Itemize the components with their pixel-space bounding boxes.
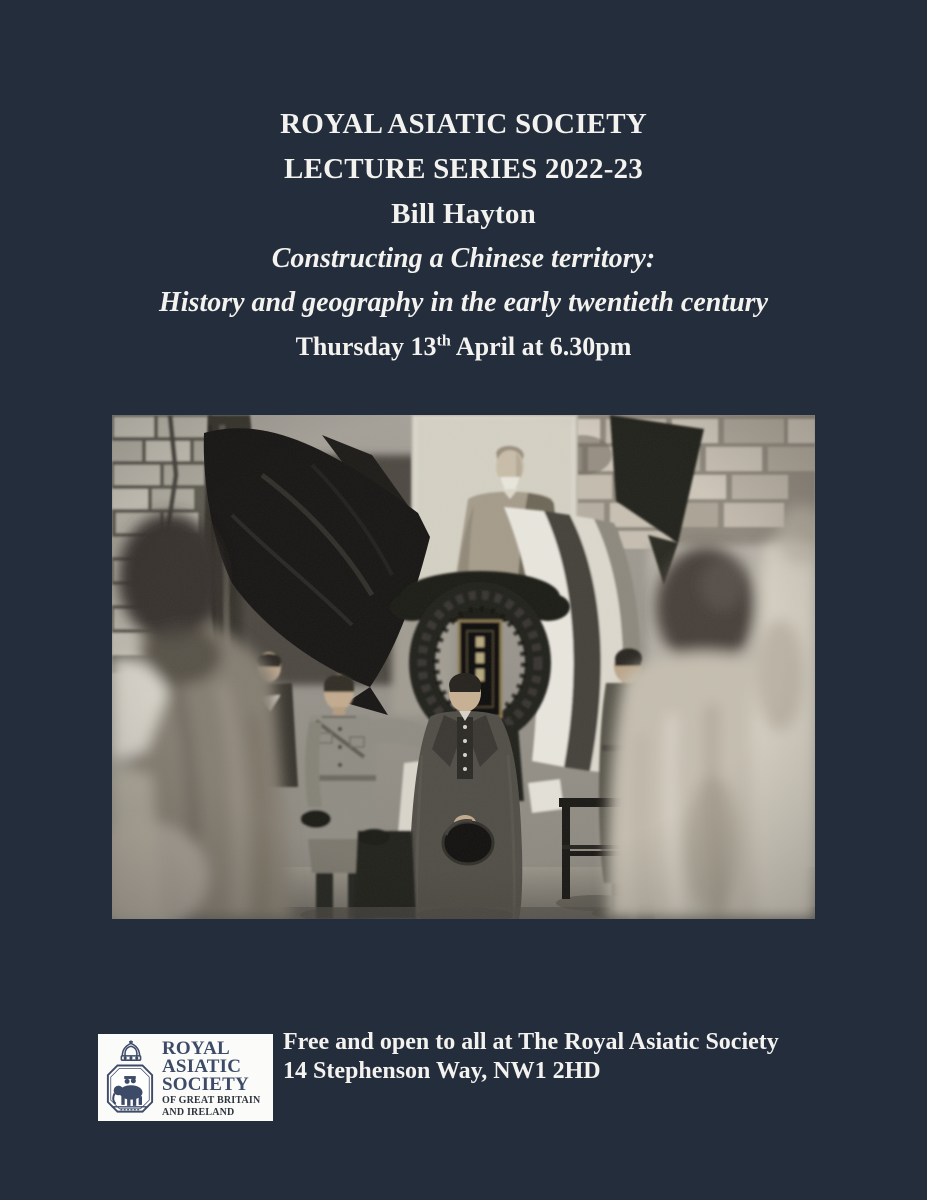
lecture-title-line2: History and geography in the early twentieth century (158, 287, 768, 318)
crown-and-elephant-seal-icon (105, 1038, 155, 1117)
ras-logo (98, 1034, 273, 1121)
lecture-datetime: Thursday 13th April at 6.30pm (295, 332, 632, 361)
logo-name-line1: ROYAL (162, 1038, 230, 1059)
ordinal-suffix: th (436, 332, 451, 350)
poster-header (0, 102, 927, 367)
ras-logo-text (162, 1038, 260, 1117)
logo-sub-line1: OF GREAT BRITAIN (162, 1095, 261, 1106)
crown-icon (121, 1040, 140, 1060)
event-info-line1: Free and open to all at The Royal Asiatic Society (283, 1029, 779, 1055)
event-info (283, 1028, 903, 1086)
elephant-seal-icon (108, 1065, 152, 1111)
logo-name-line3: SOCIETY (162, 1074, 249, 1095)
speaker-name: Bill Hayton (391, 198, 536, 230)
logo-name-line2: ASIATIC (162, 1056, 242, 1077)
photograph-illustration (112, 415, 815, 919)
lecture-photograph (112, 415, 815, 919)
vignette (112, 415, 815, 919)
lecture-title-line1: Constructing a Chinese territory: (271, 243, 656, 274)
society-title: ROYAL ASIATIC SOCIETY (280, 108, 647, 140)
lecture-series-title: LECTURE SERIES 2022-23 (284, 153, 643, 185)
logo-sub-line2: AND IRELAND (162, 1107, 235, 1118)
ras-logo-emblem (105, 1038, 155, 1117)
event-info-line2: 14 Stephenson Way, NW1 2HD (283, 1058, 601, 1084)
